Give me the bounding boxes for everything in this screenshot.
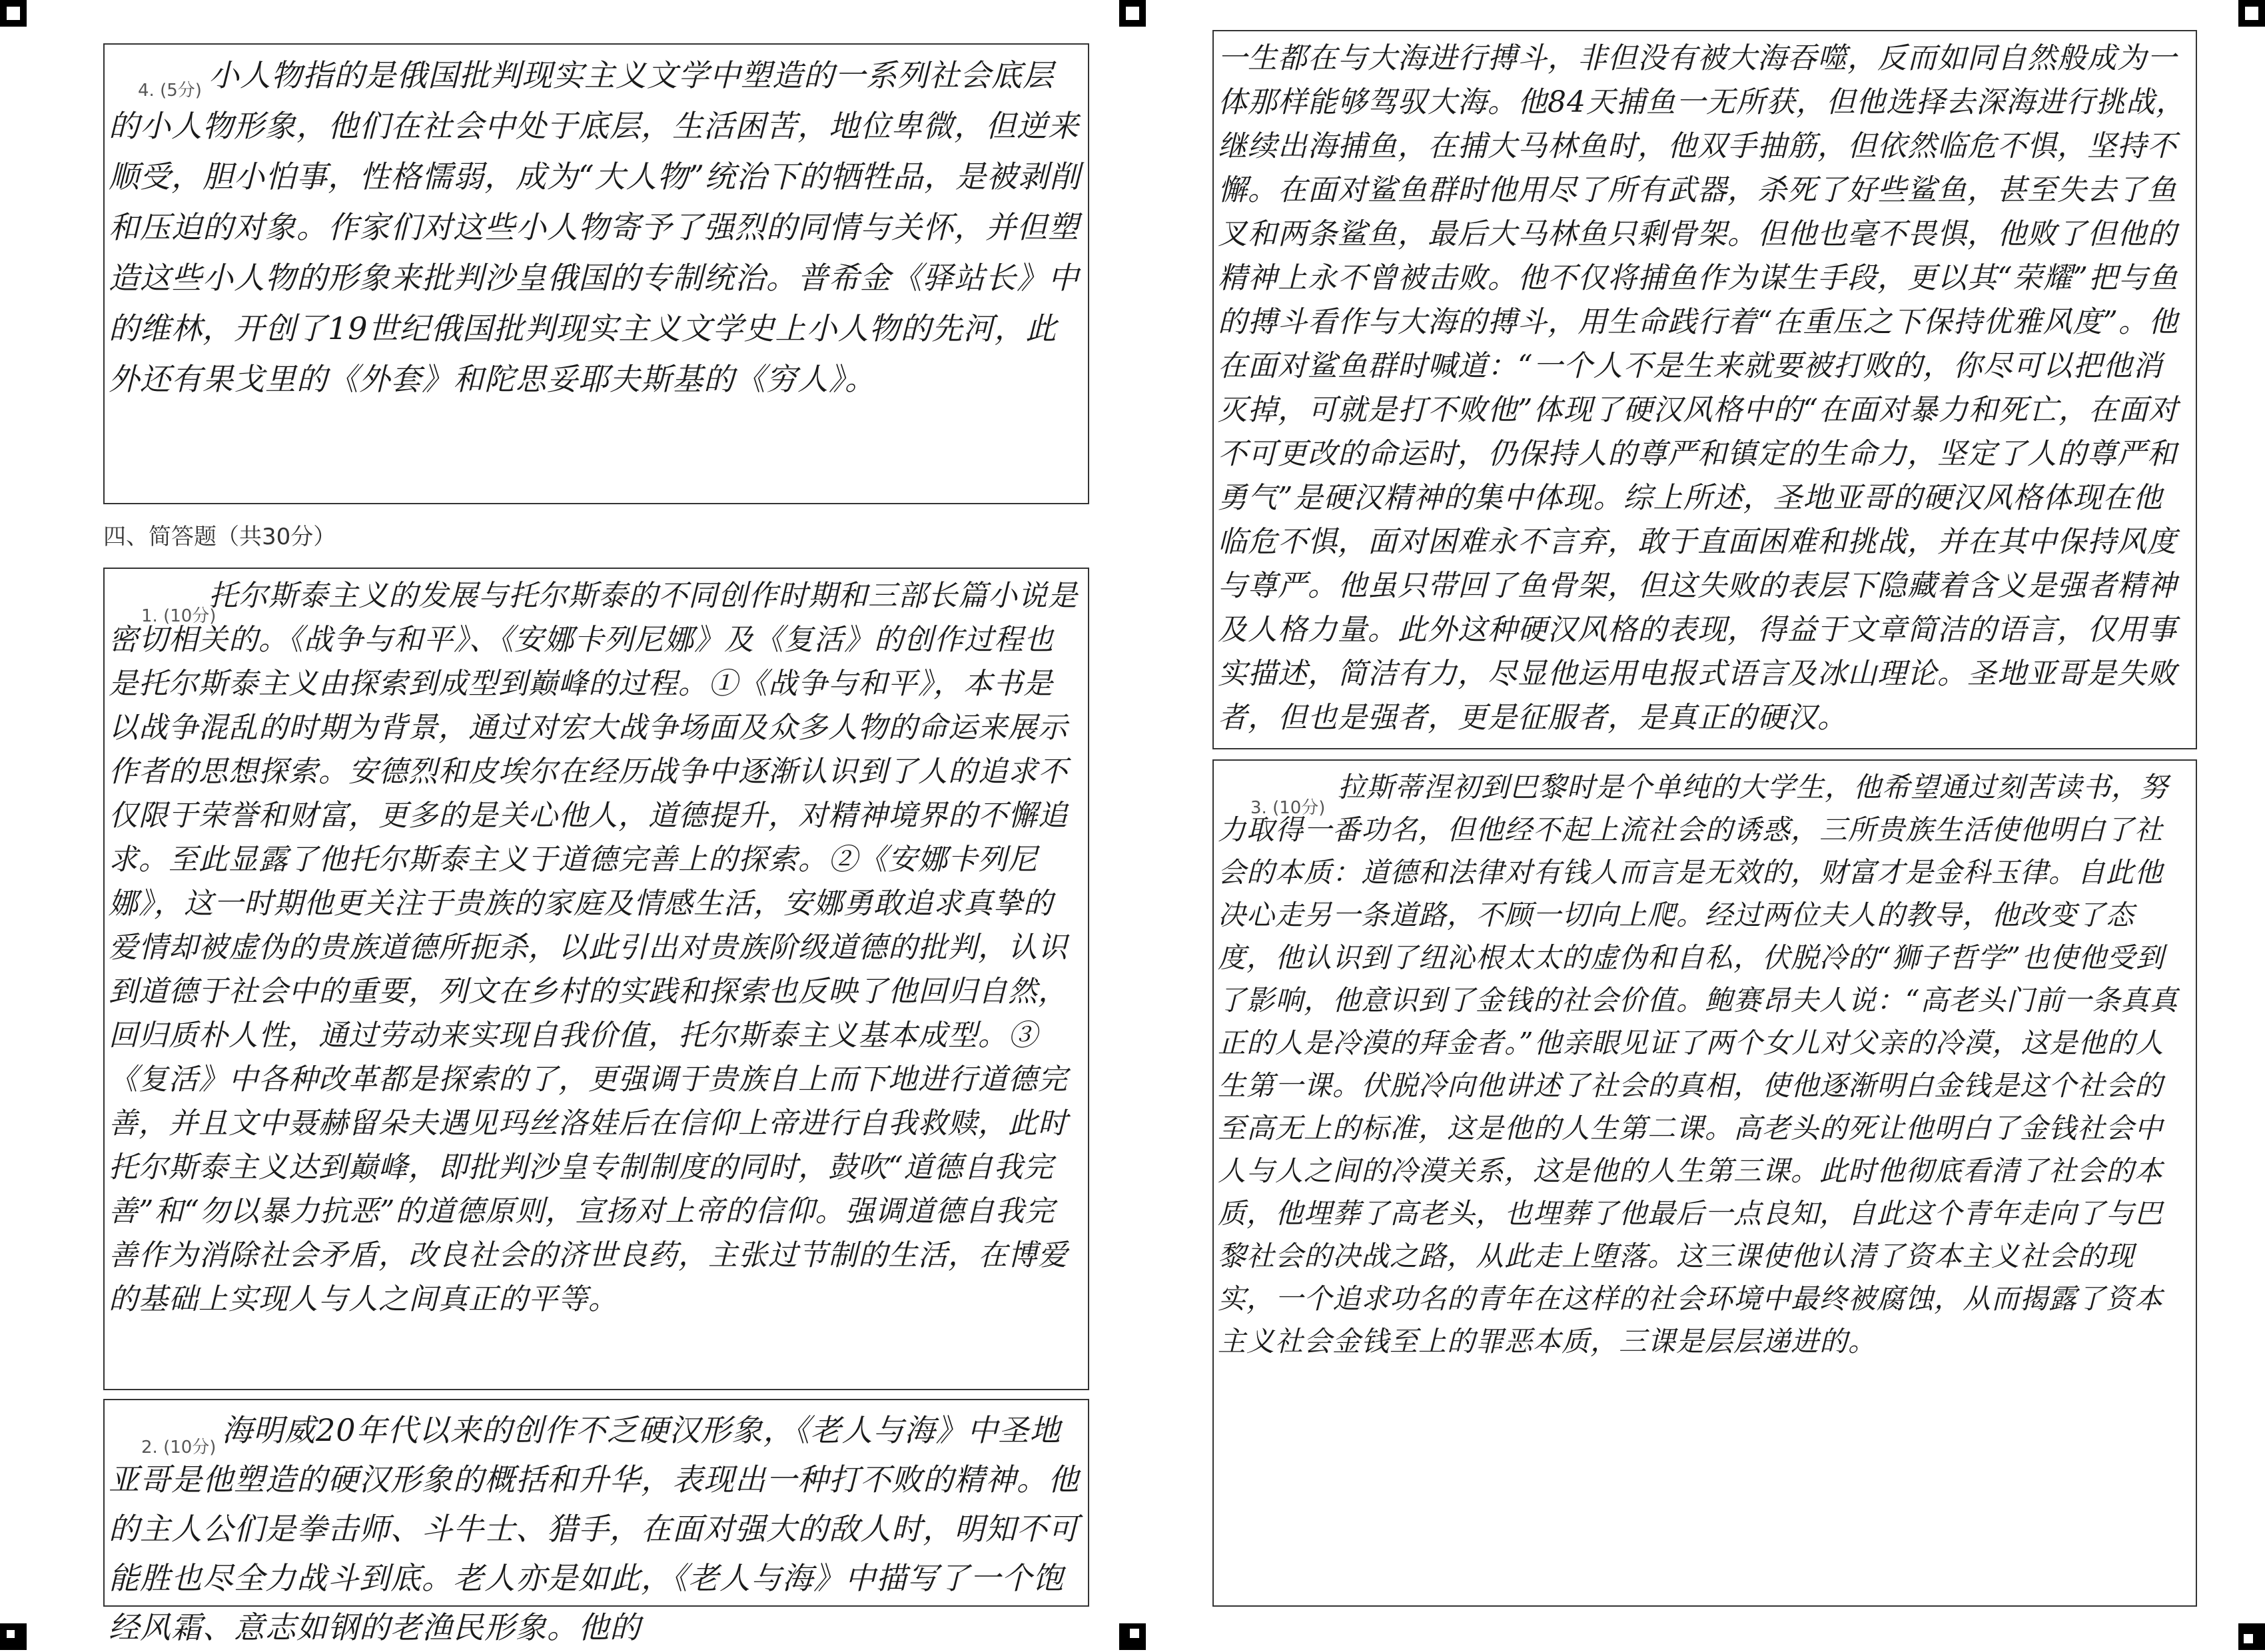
handwritten-answer-q1: 托尔斯泰主义的发展与托尔斯泰的不同创作时期和三部长篇小说是密切相关的。《战争与和平》、《安娜卡列尼娜》及《复活》的创作过程也是托尔斯泰主义由探索到成型到巅峰的过程。①《战争与和平》，本书是以战争混乱的时期为背景，通过对宏大战争场面及众多人物的命运来展示作者的思想探索。安德烈和皮埃尔在经历战争中逐渐认识到了人的追求不仅限于荣誉和财富，更多的是关心他人，道德提升，对精神境界的不懈追求。至此显露了他托尔斯泰主义于道德完善上的探索。②《安娜卡列尼娜》，这一时期他更关注于贵族的家庭及情感生活，安娜勇敢追求真挚的爱情却被虚伪的贵族道德所扼杀，以此引出对贵族阶级道德的批判，认识到道德于社会中的重要，列文在乡村的实践和探索也反映了他回归自然，回归质朴人性，通过劳动来实现自我价值，托尔斯泰主义基本成型。③《复活》中各种改革都是探索的了，更强调于贵族自上而下地进行道德完善，并且文中聂赫留朵夫遇见玛丝洛娃后在信仰上帝进行自我救赎，此时托尔斯泰主义达到巅峰，即批判沙皇专制制度的同时，鼓吹“道德自我完善”和“勿以暴力抗恶”的道德原则，宣扬对上帝的信仰。强调道德自我完善作为消除社会矛盾，改良社会的济世良药，主张过节制的生活，在博爱的基础上实现人与人之间真正的平等。 [109, 579, 1078, 1316]
section-heading: 四、简答题（共30分） [103, 524, 336, 550]
answer-box-q3 [1212, 759, 2197, 1607]
answer-box-q2-continued [1212, 30, 2197, 749]
question-label-q4: 4. (5分) [138, 81, 202, 101]
registration-marker-bottom-left [0, 1623, 27, 1650]
question-label-q3: 3. (10分) [1250, 798, 1326, 818]
registration-marker-top-right [2238, 0, 2265, 27]
handwritten-answer-q4: 小人物指的是俄国批判现实主义文学中塑造的一系列社会底层的小人物形象，他们在社会中处于底层，生活困苦，地位卑微，但逆来顺受，胆小怕事，性格懦弱，成为“大人物”统治下的牺牲品，是被剥削和压迫的对象。作家们对这些小人物寄予了强烈的同情与关怀，并但塑造这些小人物的形象来批判沙皇俄国的专制统治。普希金《驿站长》中的维林，开创了19世纪俄国批判现实主义文学史上小人物的先河，此外还有果戈里的《外套》和陀思妥耶夫斯基的《穷人》。 [109, 57, 1081, 397]
registration-marker-bottom-center [1119, 1623, 1146, 1650]
question-label-q2: 2. (10分) [141, 1438, 217, 1457]
answer-box-q2 [103, 1399, 1089, 1645]
registration-marker-top-left [0, 0, 27, 27]
handwritten-answer-q3: 拉斯蒂涅初到巴黎时是个单纯的大学生，他希望通过刻苦读书，努力取得一番功名，但他经不起上流社会的诱惑，三所贵族生活使他明白了社会的本质：道德和法律对有钱人而言是无效的，财富才是金科玉律。自此他决心走另一条道路，不顾一切向上爬。经过两位夫人的教导，他改变了态度，他认识到了纽沁根太太的虚伪和自私，伏脱冷的“狮子哲学”也使他受到了影响，他意识到了金钱的社会价值。鲍赛昂夫人说：“高老头门前一条真真正的人是冷漠的拜金者。”他亲眼见证了两个女儿对父亲的冷漠，这是他的人生第一课。伏脱冷向他讲述了社会的真相，使他逐渐明白金钱是这个社会的至高无上的标准，这是他的人生第二课。高老头的死让他明白了金钱社会中人与人之间的冷漠关系，这是他的人生第三课。此时他彻底看清了社会的本质，他埋葬了高老头，也埋葬了他最后一点良知，自此这个青年走向了与巴黎社会的决战之路，从此走上堕落。这三课使他认清了资本主义社会的现实，一个追求功名的青年在这样的社会环境中最终被腐蚀，从而揭露了资本主义社会金钱至上的罪恶本质，三课是层层递进的。 [1218, 771, 2178, 1358]
question-label-q1: 1. (10分) [141, 606, 217, 626]
registration-marker-bottom-right [2238, 1623, 2265, 1650]
registration-marker-top-center [1119, 0, 1146, 27]
answer-box-q4 [103, 43, 1089, 504]
handwritten-answer-q2: 海明威20年代以来的创作不乏硬汉形象，《老人与海》中圣地亚哥是他塑造的硬汉形象的概括和升华，表现出一种打不败的精神。他的主人公们是拳击师、斗牛士、猎手，在面对强大的敌人时，明知不可能胜也尽全力战斗到底。老人亦是如此，《老人与海》中描写了一个饱经风霜、意志如钢的老渔民形象。他的 [109, 1412, 1079, 1645]
handwritten-answer-q2-continued: 一生都在与大海进行搏斗，非但没有被大海吞噬，反而如同自然般成为一体那样能够驾驭大海。他84天捕鱼一无所获，但他选择去深海进行挑战，继续出海捕鱼，在捕大马林鱼时，他双手抽筋，但依然临危不惧，坚持不懈。在面对鲨鱼群时他用尽了所有武器，杀死了好些鲨鱼，甚至失去了鱼叉和两条鲨鱼，最后大马林鱼只剩骨架。但他也毫不畏惧，他败了但他的精神上永不曾被击败。他不仅将捕鱼作为谋生手段，更以其“荣耀”把与鱼的搏斗看作与大海的搏斗，用生命践行着“在重压之下保持优雅风度”。他在面对鲨鱼群时喊道：“一个人不是生来就要被打败的，你尽可以把他消灭掉，可就是打不败他”体现了硬汉风格中的“在面对暴力和死亡，在面对不可更改的命运时，仍保持人的尊严和镇定的生命力，坚定了人的尊严和勇气”是硬汉精神的集中体现。综上所述，圣地亚哥的硬汉风格体现在他临危不惧，面对困难永不言弃，敢于直面困难和挑战，并在其中保持风度与尊严。他虽只带回了鱼骨架，但这失败的表层下隐藏着含义是强者精神及人格力量。此外这种硬汉风格的表现，得益于文章简洁的语言，仅用事实描述，简洁有力，尽显他运用电报式语言及冰山理论。圣地亚哥是失败者，但也是强者，更是征服者，是真正的硬汉。 [1218, 41, 2186, 735]
answer-box-q1 [103, 568, 1089, 1390]
